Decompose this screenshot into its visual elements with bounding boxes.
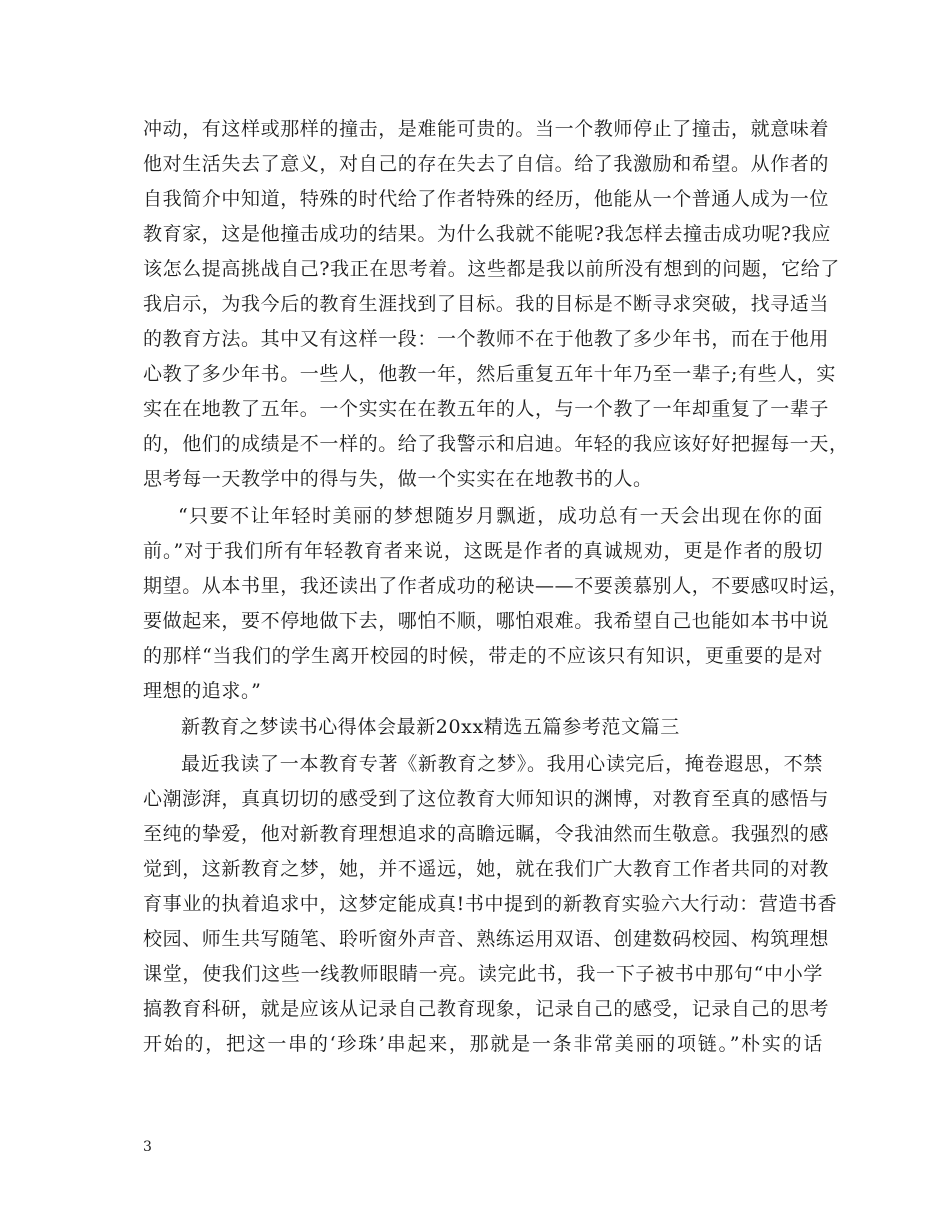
text-line: 他对生活失去了意义，对自己的存在失去了自信。给了我激励和希望。从作者的: [143, 153, 830, 175]
text-line: 我启示，为我今后的教育生涯找到了目标。我的目标是不断寻求突破，找寻适当: [143, 293, 830, 315]
section-heading: 新教育之梦读书心得体会最新20xx精选五篇参考范文篇三: [181, 716, 680, 738]
text-line: 期望。从本书里，我还读出了作者成功的秘诀——不要羡慕别人，不要感叹时运，: [143, 575, 849, 597]
text-line: 校园、师生共写随笔、聆听窗外声音、熟练运用双语、创建数码校园、构筑理想: [143, 928, 830, 950]
text-line: 最近我读了一本教育专著《新教育之梦》。我用心读完后，掩卷遐思，不禁: [181, 753, 823, 775]
text-line: 的，他们的成绩是不一样的。给了我警示和启迪。年轻的我应该好好把握每一天，: [143, 433, 849, 455]
text-line: 开始的，把这一串的‘珍珠’串起来，那就是一条非常美丽的项链。”朴实的话: [143, 1033, 823, 1055]
text-line: 实在在地教了五年。一个实实在在教五年的人，与一个教了一年却重复了一辈子: [143, 398, 830, 420]
text-line: 搞教育科研，就是应该从记录自己教育现象，记录自己的感受，记录自己的思考: [143, 998, 830, 1020]
text-line: 自我简介中知道，特殊的时代给了作者特殊的经历，他能从一个普通人成为一位: [143, 188, 830, 210]
text-line: 育事业的执着追求中，这梦定能成真!书中提到的新教育实验六大行动：营造书香: [143, 893, 838, 915]
text-line: 该怎么提高挑战自己?我正在思考着。这些都是我以前所没有想到的问题，它给了: [143, 258, 840, 280]
text-line: 的教育方法。其中又有这样一段：一个教师不在于他教了多少年书，而在于他用: [143, 328, 830, 350]
text-line: 要做起来，要不停地做下去，哪怕不顺，哪怕艰难。我希望自己也能如本书中说: [143, 610, 830, 632]
text-line: 心教了多少年书。一些人，他教一年，然后重复五年十年乃至一辈子;有些人，实: [143, 363, 837, 385]
text-line: 教育家，这是他撞击成功的结果。为什么我就不能呢?我怎样去撞击成功呢?我应: [143, 223, 831, 245]
text-line: “只要不让年轻时美丽的梦想随岁月飘逝，成功总有一天会出现在你的面: [178, 505, 823, 527]
text-line: 思考每一天教学中的得与失，做一个实实在在地教书的人。: [143, 468, 653, 490]
text-line: 至纯的挚爱，他对新教育理想追求的高瞻远瞩，令我油然而生敬意。我强烈的感: [143, 823, 830, 845]
text-line: 觉到，这新教育之梦，她，并不遥远，她，就在我们广大教育工作者共同的对教: [143, 858, 830, 880]
text-line: 课堂，使我们这些一线教师眼睛一亮。读完此书，我一下子被书中那句“中小学: [143, 963, 823, 985]
text-line: 的那样“当我们的学生离开校园的时候，带走的不应该只有知识，更重要的是对: [143, 645, 823, 667]
text-line: 心潮澎湃，真真切切的感受到了这位教育大师知识的渊博，对教育至真的感悟与: [143, 788, 830, 810]
page-number: 3: [143, 1139, 152, 1155]
text-line: 理想的追求。”: [143, 680, 262, 702]
text-line: 前。”对于我们所有年轻教育者来说，这既是作者的真诚规劝，更是作者的殷切: [143, 540, 823, 562]
text-line: 冲动，有这样或那样的撞击，是难能可贵的。当一个教师停止了撞击，就意味着: [143, 118, 830, 140]
